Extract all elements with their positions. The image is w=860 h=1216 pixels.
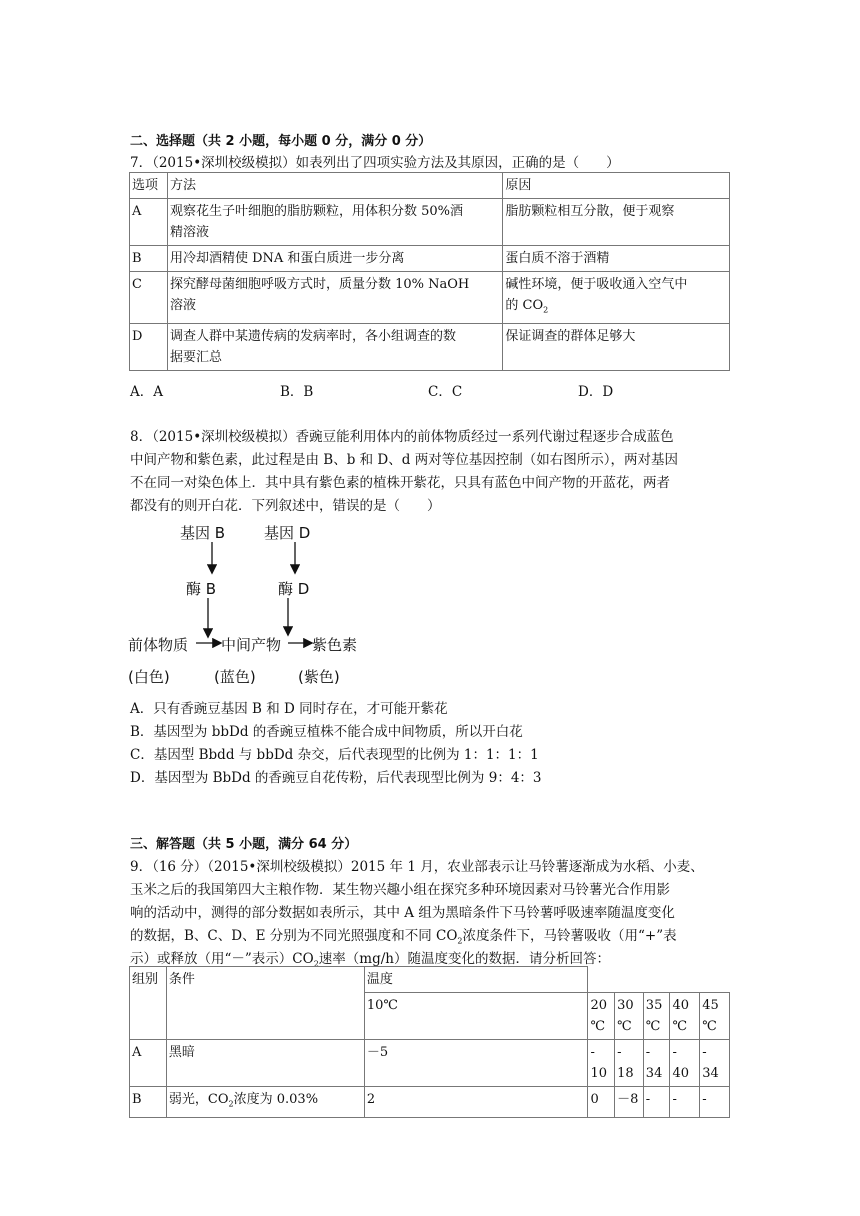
temp-value: 40 [672,998,689,1013]
value-b-35: - [643,1087,670,1118]
number: 18 [617,1066,634,1081]
q8-choice-c: C．基因型 Bbdd 与 bbDd 杂交，后代表现型的比例为 1：1：1：1 [130,747,539,763]
temp-value: 20 [590,998,607,1013]
value-b-20: 0 [588,1087,615,1118]
enzyme-d-label: 酶 D [278,580,310,598]
sign: - [590,1045,595,1060]
reason-line: 蛋白质不溶于酒精 [505,251,610,266]
row-method [167,272,502,324]
question-9-table [129,966,730,1118]
subscript: 2 [457,936,463,946]
white-label: (白色) [128,668,170,686]
value-b-45: - [700,1087,730,1118]
table-row [130,1087,730,1118]
method-line: 调查人群中某遗传病的发病率时，各小组调查的数 [169,328,456,344]
number: 40 [672,1066,689,1081]
method-line: 探究酵母菌细胞呼吸方式时，质量分数 10% NaOH [169,277,470,292]
header-blank [588,967,730,993]
question-9-stem-line: 9．（16 分）（2015•深圳校级模拟）2015 年 1 月，农业部表示让马铃薯逐渐成为水稻、小麦、 [130,859,704,875]
question-8-stem-line: 都没有的则开白花．下列叙述中，错误的是（ ） [130,498,441,514]
question-7-table [129,172,730,371]
sign: - [702,1045,707,1060]
row-option: B [130,246,168,272]
sign: - [617,1045,622,1060]
method-line: 精溶液 [169,225,209,240]
number: 10 [590,1066,607,1081]
value-a-35 [643,1040,670,1087]
q8-choice-b: B．基因型为 bbDd 的香豌豆植株不能合成中间物质，所以开白花 [130,724,523,740]
value-a-30 [615,1040,644,1087]
q7-option-a: A．A [130,384,163,400]
question-9-stem-line [130,924,677,946]
reason-line: 脂肪颗粒相互分散，便于观察 [505,204,675,219]
row-method [167,246,502,272]
subscript: 2 [543,305,549,315]
header-group: 组别 [130,967,167,1040]
reason-line: 保证调查的群体足够大 [505,328,636,344]
condition-a: 黑暗 [166,1040,364,1087]
row-method [167,199,502,246]
temp-unit: ℃ [617,1019,632,1034]
value-a-45 [700,1040,730,1087]
method-line: 用冷却酒精使 DNA 和蛋白质进一步分离 [169,251,405,266]
temp-value: 30 [617,998,634,1013]
purple-label: (紫色) [298,668,340,686]
section-heading-answer: 三、解答题（共 5 小题，满分 64 分） [130,837,358,852]
reason-text: 的 CO [505,298,544,313]
intermediate-label: 中间产物 [221,636,282,654]
temp-value: 45 [702,998,719,1013]
group-b: B [130,1087,167,1118]
q8-choice-d: D．基因型为 BbDd 的香豌豆自花传粉，后代表现型比例为 9：4：3 [130,770,542,786]
q7-option-b: B．B [280,384,314,400]
table-header-row [130,967,730,993]
header-temperature: 温度 [364,967,588,993]
condition-text: 浓度为 0.03% [233,1092,319,1107]
stem-text: 速率（mg/h）随温度变化的数据．请分析回答： [318,951,610,967]
header-reason: 原因 [503,173,730,199]
header-condition: 条件 [166,967,364,1040]
question-8-stem-line: 中间产物和紫色素，此过程是由 B、b 和 D、d 两对等位基因控制（如右图所示），两对基因 [130,452,678,468]
condition-b [166,1087,364,1118]
row-reason [503,199,730,246]
gene-d-label: 基因 D [264,524,311,542]
q7-option-c: C．C [428,384,463,400]
temp-unit: ℃ [590,1019,605,1034]
condition-text: 弱光，CO [168,1092,229,1107]
header-option: 选项 [130,173,168,199]
value-a-40 [670,1040,700,1087]
table-header-row [130,173,730,199]
temp-unit: ℃ [702,1019,717,1034]
stem-text: 的数据，B、C、D、E 分别为不同光照强度和不同 CO [130,928,458,944]
temp-35 [643,993,670,1040]
temp-unit: ℃ [672,1019,687,1034]
stem-text: 浓度条件下，马铃薯吸收（用“+”表 [462,928,677,944]
section-heading-choice: 二、选择题（共 2 小题，每小题 0 分，满分 0 分） [130,134,432,149]
value-a-20 [588,1040,615,1087]
temp-10: 10℃ [364,993,588,1040]
subscript: 2 [313,959,319,969]
method-line: 溶液 [169,298,196,313]
value-b-30: －8 [615,1087,644,1118]
stem-text: 示）或释放（用“－”表示）CO [130,951,314,967]
question-8-stem-line: 不在同一对染色体上．其中具有紫色素的植株开紫花，只具有蓝色中间产物的开蓝花，两者 [130,475,670,491]
temp-40 [670,993,700,1040]
number: 34 [645,1066,663,1081]
question-8-stem-line: 8．（2015•深圳校级模拟）香豌豆能利用体内的前体物质经过一系列代谢过程逐步合成蓝色 [130,429,674,445]
enzyme-b-label: 酶 B [186,580,217,598]
blue-label: (蓝色) [214,668,256,686]
reason-line: 碱性环境，便于吸收通入空气中 [505,277,688,292]
table-row [130,1040,730,1087]
temp-value: 35 [645,998,663,1013]
sign: - [672,1045,677,1060]
pigment-label: 紫色素 [312,636,358,654]
value-b-10: 2 [364,1087,588,1118]
number: 34 [702,1066,719,1081]
question-9-stem-line: 玉米之后的我国第四大主粮作物．某生物兴趣小组在探究多种环境因素对马铃薯光合作用影 [130,882,670,898]
table-row [130,272,730,324]
row-reason [503,272,730,324]
temp-45 [700,993,730,1040]
subscript: 2 [228,1099,234,1109]
value-a-10: －5 [364,1040,588,1087]
temp-unit: ℃ [645,1019,661,1034]
group-a: A [130,1040,167,1087]
reason-line [505,295,727,321]
row-option: A [130,199,168,246]
table-row [130,246,730,272]
row-reason [503,246,730,272]
gene-b-label: 基因 B [180,524,226,542]
value-b-40: - [670,1087,700,1118]
method-line: 观察花生子叶细胞的脂肪颗粒，用体积分数 50%酒 [169,204,463,219]
table-row [130,323,730,370]
row-option: C [130,272,168,324]
temp-20 [588,993,615,1040]
row-option: D [130,323,168,370]
method-line: 据要汇总 [169,349,222,365]
sign: - [645,1045,651,1060]
row-method [167,323,502,370]
temp-30 [615,993,644,1040]
table-row [130,199,730,246]
pathway-diagram [128,518,428,688]
row-reason [503,323,730,370]
header-method: 方法 [167,173,502,199]
question-7-stem: 7．（2015•深圳校级模拟）如表列出了四项实验方法及其原因，正确的是（ ） [130,155,620,171]
q8-choice-a: A．只有香豌豆基因 B 和 D 同时存在，才可能开紫花 [130,701,448,717]
q7-option-d: D．D [578,384,614,400]
question-9-stem-line: 响的活动中，测得的部分数据如表所示，其中 A 组为黑暗条件下马铃薯呼吸速率随温度变化 [130,905,675,921]
pathway-arrows [128,518,428,688]
precursor-label: 前体物质 [128,636,189,654]
